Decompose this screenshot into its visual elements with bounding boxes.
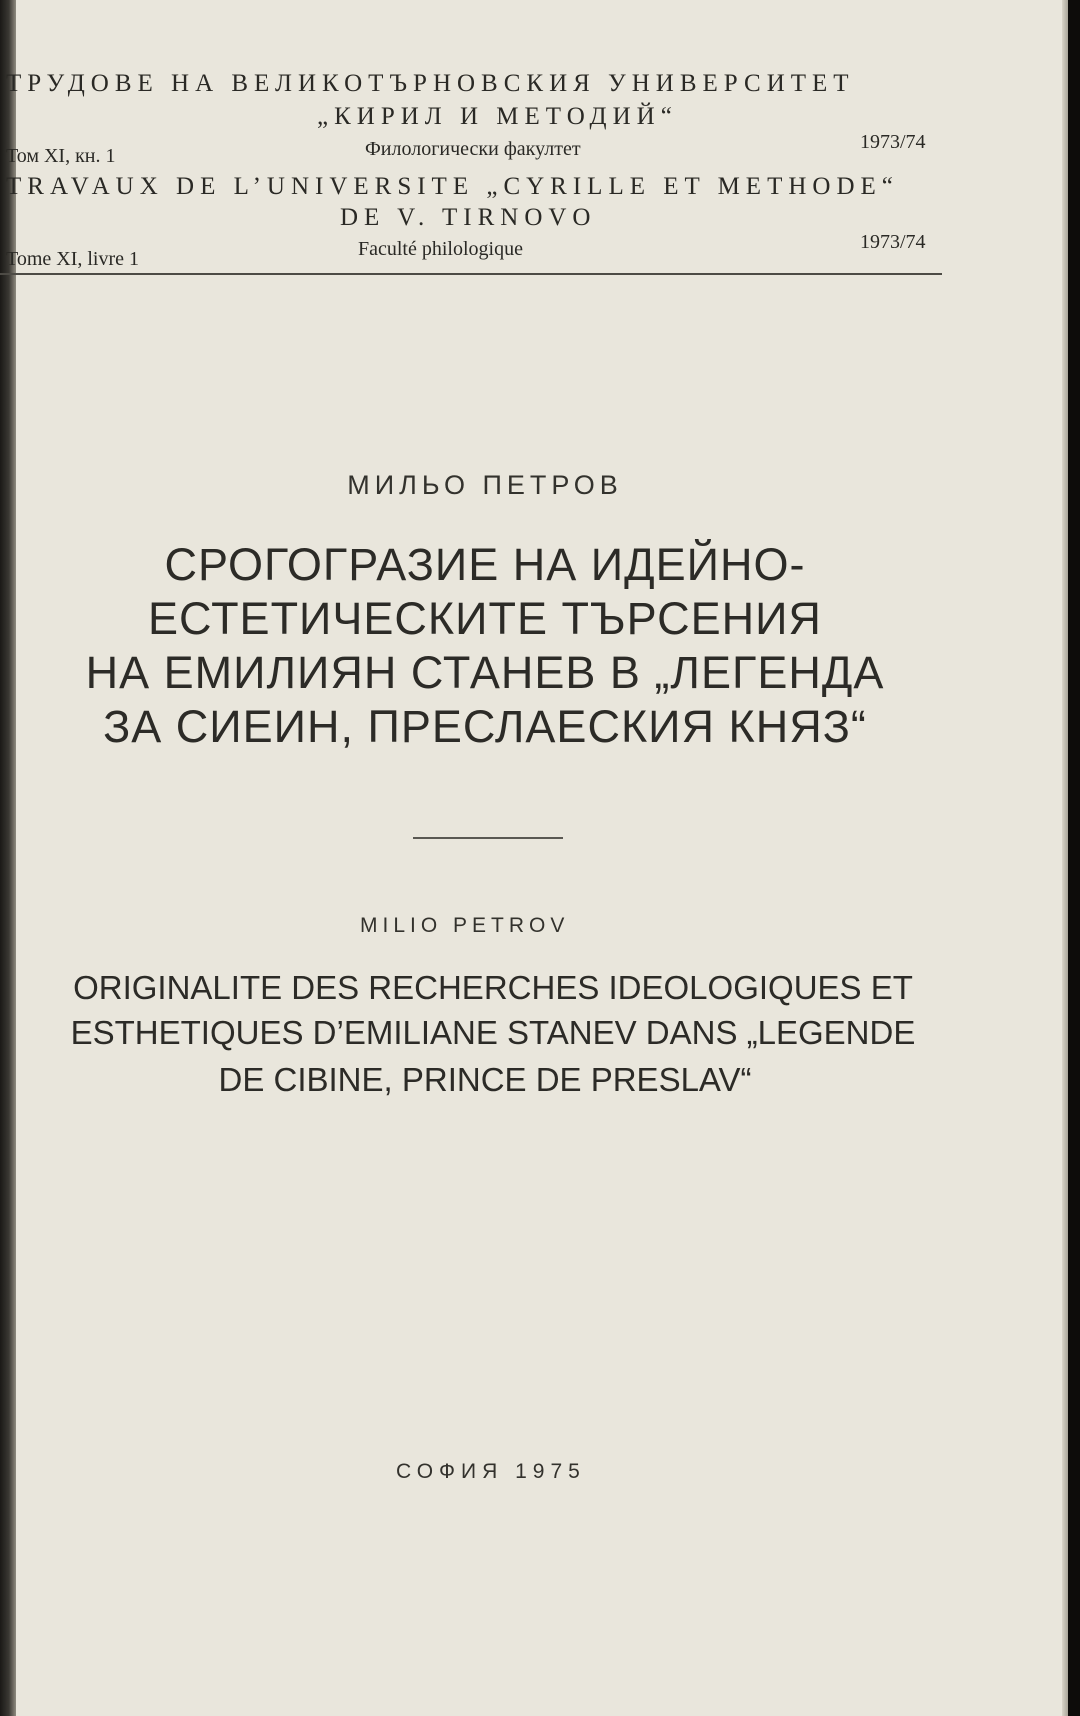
faculty-fr: Faculté philologique bbox=[358, 238, 523, 260]
year-bg: 1973/74 bbox=[860, 131, 926, 153]
author-bg: МИЛЬО ПЕТРОВ bbox=[347, 470, 623, 500]
header-rule bbox=[0, 273, 942, 275]
imprint-place-year: СОФИЯ 1975 bbox=[396, 1460, 586, 1483]
title-bg-line-4: ЗА СИЕИН, ПРЕСЛАЕСКИЯ КНЯЗ“ bbox=[103, 701, 867, 752]
city-fr: DE V. TIRNOVO bbox=[340, 204, 597, 231]
volume-fr: Tome XI, livre 1 bbox=[6, 248, 140, 270]
author-fr: MILIO PETROV bbox=[360, 914, 570, 937]
title-fr-line-3: DE CIBINE, PRINCE DE PRESLAV“ bbox=[218, 1061, 752, 1098]
section-divider bbox=[413, 837, 563, 839]
title-bg-line-3: НА ЕМИЛИЯН СТАНЕВ В „ЛЕГЕНДА bbox=[85, 647, 885, 698]
faculty-bg: Филологически факултет bbox=[365, 138, 581, 160]
volume-bg: Том XI, кн. 1 bbox=[6, 145, 116, 167]
series-title-fr: TRAVAUX DE L’UNIVERSITE „CYRILLE ET METHODE“ bbox=[6, 173, 899, 200]
title-bg-line-1: СРОГОГРАЗИЕ НА ИДЕЙНО- bbox=[164, 539, 806, 590]
year-fr: 1973/74 bbox=[860, 231, 926, 253]
page-edge bbox=[1062, 0, 1068, 1716]
title-fr-line-2: ESTHETIQUES D’EMILIANE STANEV DANS „LEGENDE bbox=[70, 1014, 916, 1051]
title-bg-line-2: ЕСТЕТИЧЕСКИТЕ ТЪРСЕНИЯ bbox=[148, 593, 822, 644]
title-fr-line-1: ORIGINALITE DES RECHERCHES IDEOLOGIQUES ET bbox=[73, 969, 913, 1006]
series-title-bg: ТРУДОВЕ НА ВЕЛИКОТЪРНОВСКИЯ УНИВЕРСИТЕТ bbox=[6, 70, 855, 97]
university-name-bg: „КИРИЛ И МЕТОДИЙ“ bbox=[317, 103, 678, 130]
